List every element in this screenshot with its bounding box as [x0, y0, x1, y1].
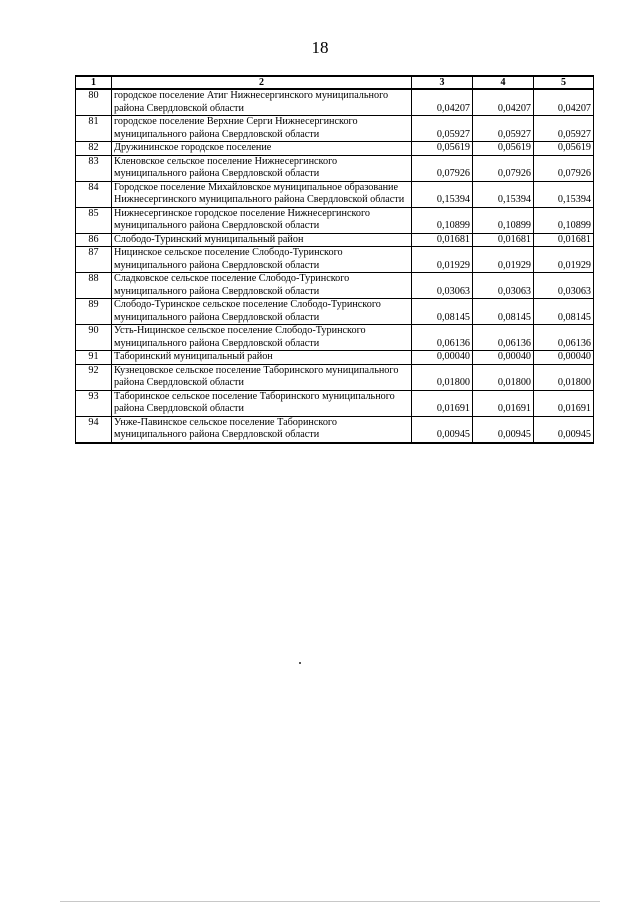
- header-cell-1: 1: [76, 76, 112, 89]
- row-number-cell: 94: [76, 416, 112, 443]
- table-row: [76, 142, 594, 156]
- table-row: [76, 207, 594, 233]
- table-row: [76, 247, 594, 273]
- value-col4-cell: 0,15394: [473, 181, 534, 207]
- value-col3-cell: 0,08145: [412, 299, 473, 325]
- value-col5-cell: 0,08145: [534, 299, 594, 325]
- header-cell-3: 3: [412, 76, 473, 89]
- municipality-name-cell: городское поселение Атиг Нижнесергинского муниципального района Свердловской области: [112, 89, 412, 116]
- value-col5-cell: 0,00040: [534, 351, 594, 365]
- municipality-name-cell: Дружининское городское поселение: [112, 142, 412, 156]
- municipality-name-cell: городское поселение Верхние Серги Нижнесергинского муниципального района Свердловской области: [112, 116, 412, 142]
- row-number-cell: 84: [76, 181, 112, 207]
- header-cell-5: 5: [534, 76, 594, 89]
- value-col4-cell: 0,05927: [473, 116, 534, 142]
- value-col4-cell: 0,06136: [473, 325, 534, 351]
- value-col3-cell: 0,01800: [412, 364, 473, 390]
- value-col4-cell: 0,00040: [473, 351, 534, 365]
- value-col5-cell: 0,05927: [534, 116, 594, 142]
- value-col3-cell: 0,00945: [412, 416, 473, 443]
- row-number-cell: 88: [76, 273, 112, 299]
- value-col3-cell: 0,07926: [412, 155, 473, 181]
- municipality-name-cell: Кузнецовское сельское поселение Таборинского муниципального района Свердловской области: [112, 364, 412, 390]
- table-row: [76, 116, 594, 142]
- header-cell-4: 4: [473, 76, 534, 89]
- value-col5-cell: 0,07926: [534, 155, 594, 181]
- value-col4-cell: 0,01800: [473, 364, 534, 390]
- table-row: [76, 351, 594, 365]
- value-col3-cell: 0,04207: [412, 89, 473, 116]
- value-col5-cell: 0,03063: [534, 273, 594, 299]
- row-number-cell: 92: [76, 364, 112, 390]
- value-col5-cell: 0,06136: [534, 325, 594, 351]
- value-col3-cell: 0,10899: [412, 207, 473, 233]
- table-row: [76, 416, 594, 443]
- table-body: [76, 89, 594, 443]
- value-col4-cell: 0,10899: [473, 207, 534, 233]
- value-col4-cell: 0,01681: [473, 233, 534, 247]
- value-col3-cell: 0,06136: [412, 325, 473, 351]
- value-col4-cell: 0,01691: [473, 390, 534, 416]
- table-row: [76, 299, 594, 325]
- value-col5-cell: 0,01681: [534, 233, 594, 247]
- row-number-cell: 93: [76, 390, 112, 416]
- row-number-cell: 82: [76, 142, 112, 156]
- value-col4-cell: 0,07926: [473, 155, 534, 181]
- value-col4-cell: 0,01929: [473, 247, 534, 273]
- value-col5-cell: 0,05619: [534, 142, 594, 156]
- table-row: [76, 89, 594, 116]
- data-table: [75, 75, 594, 444]
- municipality-name-cell: Таборинское сельское поселение Таборинского муниципального района Свердловской области: [112, 390, 412, 416]
- row-number-cell: 90: [76, 325, 112, 351]
- value-col5-cell: 0,01929: [534, 247, 594, 273]
- table-row: [76, 390, 594, 416]
- table-row: [76, 233, 594, 247]
- table-row: [76, 273, 594, 299]
- value-col3-cell: 0,00040: [412, 351, 473, 365]
- row-number-cell: 91: [76, 351, 112, 365]
- page-number: 18: [311, 38, 329, 57]
- value-col4-cell: 0,05619: [473, 142, 534, 156]
- table-row: [76, 181, 594, 207]
- value-col3-cell: 0,01681: [412, 233, 473, 247]
- value-col3-cell: 0,01691: [412, 390, 473, 416]
- row-number-cell: 89: [76, 299, 112, 325]
- value-col4-cell: 0,04207: [473, 89, 534, 116]
- municipality-name-cell: Городское поселение Михайловское муниципальное образование Нижнесергинского муниципального района Свердловской области: [112, 181, 412, 207]
- table-row: [76, 325, 594, 351]
- value-col3-cell: 0,05619: [412, 142, 473, 156]
- header-cell-2: 2: [112, 76, 412, 89]
- row-number-cell: 86: [76, 233, 112, 247]
- table-row: [76, 155, 594, 181]
- value-col4-cell: 0,00945: [473, 416, 534, 443]
- municipality-name-cell: Слободо-Туринский муниципальный район: [112, 233, 412, 247]
- page-bottom-edge: [60, 901, 600, 902]
- page-mark: [299, 662, 301, 664]
- value-col5-cell: 0,04207: [534, 89, 594, 116]
- value-col4-cell: 0,03063: [473, 273, 534, 299]
- table-row: [76, 364, 594, 390]
- table-header-row: [76, 76, 594, 89]
- municipality-name-cell: Ницинское сельское поселение Слободо-Туринского муниципального района Свердловской области: [112, 247, 412, 273]
- row-number-cell: 80: [76, 89, 112, 116]
- row-number-cell: 81: [76, 116, 112, 142]
- municipality-name-cell: Сладковское сельское поселение Слободо-Туринского муниципального района Свердловской области: [112, 273, 412, 299]
- value-col3-cell: 0,15394: [412, 181, 473, 207]
- value-col5-cell: 0,10899: [534, 207, 594, 233]
- row-number-cell: 83: [76, 155, 112, 181]
- value-col5-cell: 0,15394: [534, 181, 594, 207]
- value-col5-cell: 0,00945: [534, 416, 594, 443]
- value-col5-cell: 0,01691: [534, 390, 594, 416]
- municipality-name-cell: Нижнесергинское городское поселение Нижнесергинского муниципального района Свердловской области: [112, 207, 412, 233]
- value-col3-cell: 0,01929: [412, 247, 473, 273]
- row-number-cell: 85: [76, 207, 112, 233]
- municipality-name-cell: Кленовское сельское поселение Нижнесергинского муниципального района Свердловской области: [112, 155, 412, 181]
- value-col5-cell: 0,01800: [534, 364, 594, 390]
- value-col3-cell: 0,05927: [412, 116, 473, 142]
- municipality-name-cell: Слободо-Туринское сельское поселение Слободо-Туринского муниципального района Свердловской области: [112, 299, 412, 325]
- value-col3-cell: 0,03063: [412, 273, 473, 299]
- municipality-name-cell: Таборинский муниципальный район: [112, 351, 412, 365]
- municipality-name-cell: Усть-Ницинское сельское поселение Слободо-Туринского муниципального района Свердловской области: [112, 325, 412, 351]
- row-number-cell: 87: [76, 247, 112, 273]
- municipality-name-cell: Унже-Павинское сельское поселение Таборинского муниципального района Свердловской области: [112, 416, 412, 443]
- value-col4-cell: 0,08145: [473, 299, 534, 325]
